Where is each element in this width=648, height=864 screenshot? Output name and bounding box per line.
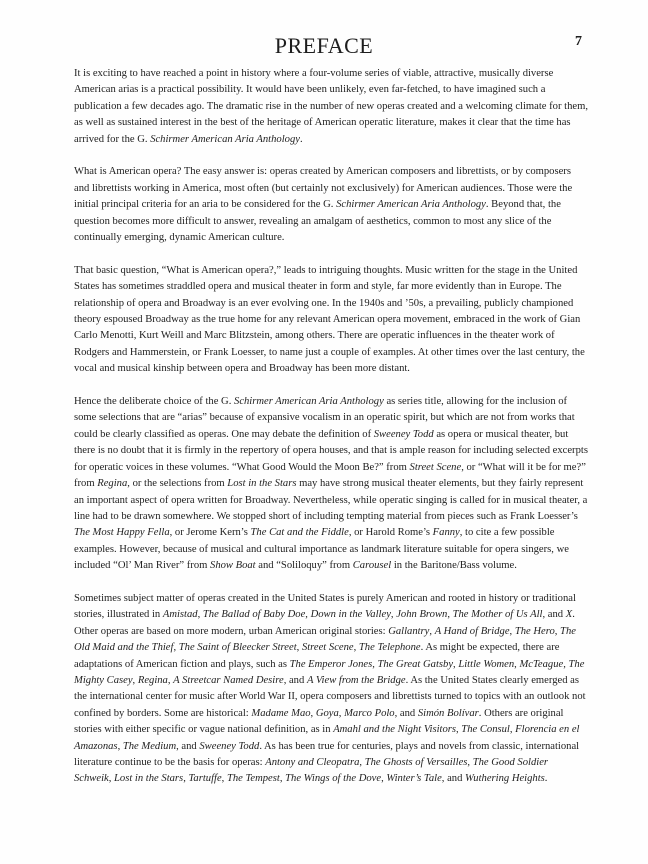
italic-title: Regina <box>97 478 128 490</box>
italic-title: Amistad <box>162 609 198 621</box>
page-number: 7 <box>575 34 582 49</box>
italic-title: The Great Gatsby <box>377 658 454 670</box>
italic-title: The Consul <box>461 724 510 736</box>
italic-title: The Wings of the Dove <box>285 773 382 785</box>
italic-title: The Medium <box>122 740 177 752</box>
italic-title: A Streetcar Named Desire <box>173 674 284 686</box>
italic-title: The Hero <box>514 625 555 637</box>
italic-title: Tartuffe <box>188 773 222 785</box>
italic-title: The Good Soldier Schweik <box>74 757 549 785</box>
italic-title: Gallantry <box>388 625 430 637</box>
italic-title: Simón Bolívar <box>417 707 479 719</box>
italic-title: Goya <box>315 707 339 719</box>
italic-title: Schirmer American Aria Anthology <box>234 396 384 408</box>
page-title: PREFACE <box>274 33 374 58</box>
italic-title: Little Women <box>458 658 515 670</box>
italic-title: The Mighty Casey <box>74 658 585 686</box>
italic-title: Fanny <box>432 527 460 539</box>
italic-title: The Most Happy Fella <box>74 527 170 539</box>
preface-body <box>74 66 588 804</box>
italic-title: The Ghosts of Versailles <box>364 757 468 768</box>
italic-title: Lost in the Stars <box>227 478 297 490</box>
italic-title: Schirmer American Aria Anthology <box>336 199 486 211</box>
italic-title: A View from the Bridge <box>306 674 406 686</box>
italic-title: John Brown <box>396 609 448 621</box>
italic-title: Schirmer American Aria Anthology <box>150 133 300 145</box>
italic-title: Sweeney Todd <box>373 428 434 440</box>
italic-title: X <box>565 609 573 621</box>
italic-title: The Tempest <box>226 773 280 785</box>
italic-title: Show Boat <box>210 560 256 572</box>
italic-title: Down in the Valley <box>310 609 391 621</box>
italic-title: The Saint of Bleecker Street <box>178 642 297 654</box>
italic-title: Madame Mao <box>251 707 311 719</box>
italic-title: McTeague <box>519 658 564 670</box>
paragraph-series-title: Hence the deliberate choice of the G. Schirmer American Aria Anthology as series title, allowing for the inclusion of some selections that are “arias” because of expansive vocalism in an operatic spirit, but which are not from works that could be clearly classified as operas. One may debate the definition of Sweeney Todd as opera or musical theater, but there is no doubt that it is firmly in the repertory of opera houses, and that is ample reason for including selected excerpts for operatic voices in these volumes. “What Good Would the Moon Be?” from Street Scene, or “What will it be for me?” from Regina, or the selections from Lost in the Stars may have strong musical theater elements, but they fairly represent an important aspect of opera written for Broadway. Nevertheless, while operatic singing is called for in musical theater, a line had to be drawn somewhere. We stopped short of including tempting material from pieces such as Frank Loesser’s The Most Happy Fella, or Jerome Kern’s The Cat and the Fiddle, or Harold Rome’s Fanny, to cite a few possible examples. However, because of musical and cultural importance as landmark literature suitable for opera singers, we included “Ol’ Man River” from Show Boat and “Soliloquy” from Carousel in the Baritone/Bass volume. <box>74 396 588 572</box>
italic-title: The Cat and the Fiddle <box>250 527 349 539</box>
italic-title: The Ballad of Baby Doe <box>202 609 306 621</box>
italic-title: The Old Maid and the Thief <box>74 625 576 654</box>
italic-title: The Telephone <box>358 642 421 654</box>
italic-title: Street Scene <box>409 461 462 473</box>
italic-title: Florencia en el Amazonas <box>74 724 580 752</box>
italic-title: Sweeney Todd <box>199 740 260 752</box>
italic-title: A Hand of Bridge <box>434 625 510 637</box>
italic-title: Lost in the Stars <box>114 773 184 785</box>
italic-title: Street Scene <box>301 642 354 654</box>
paragraph-opera-and-broadway: That basic question, “What is American opera?,” leads to intriguing thoughts. Music written for the stage in the United States has sometimes straddled opera and musical theater in form and style, far more evidently than in Europe. The relationship of opera and Broadway is an ever evolving one. In the 1940s and ’50s, a prevailing, publicly championed theory espoused Broadway as the true home for any relevant American opera movement, embraced in the work of Gian Carlo Menotti, Kurt Weill and Marc Blitzstein, among others. There are operatic influences in the theater work of Rodgers and Hammerstein, or Frank Loesser, to name just a couple of examples. At other times over the last century, the vocal and musical kinship between opera and Broadway has been more distant. <box>74 264 585 375</box>
italic-title: Winter’s Tale <box>386 773 442 785</box>
paragraph-subject-matter: Sometimes subject matter of operas created in the United States is purely American and rooted in history or traditional stories, illustrated in Amistad, The Ballad of Baby Doe, Down in the Valley, John Brown, The Mother of Us All, and X. Other operas are based on more modern, urban American original stories: Gallantry, A Hand of Bridge, The Hero, The Old Maid and the Thief, The Saint of Bleecker Street, Street Scene, The Telephone. As might be expected, there are adaptations of American fiction and plays, such as The Emperor Jones, The Great Gatsby, Little Women, McTeague, The Mighty Casey, Regina, A Streetcar Named Desire, and A View from the Bridge. As the United States clearly emerged as the international center for music after World War II, opera composers and librettists turned to topics with an outlook not confined by borders. Some are historical: Madame Mao, Goya, Marco Polo, and Simón Bolívar. Others are original stories with either specific or vague national definition, as in Amahl and the Night Visitors, The Consul, Florencia en el Amazonas, The Medium, and Sweeney Todd. As has been true for centuries, plays and novels from classic, international literature continue to be the basis for operas: Antony and Cleopatra, The Ghosts of Versailles, The Good Soldier Schweik, Lost in the Stars, Tartuffe, The Tempest, The Wings of the Dove, Winter’s Tale, and Wuthering Heights. <box>74 592 586 785</box>
paragraph-what-is-american-opera: What is American opera? The easy answer is: operas created by American composers and librettists, or by composers and librettists working in America, most often (but certainly not exclusively) for American audiences. Those were the initial principal criteria for an aria to be considered for the G. Schirmer American Aria Anthology. Beyond that, the question becomes more difficult to answer, revealing an amalgam of aesthetics, common to most any slice of the continually emerging, dynamic American culture. <box>74 166 573 244</box>
italic-title: The Mother of Us All <box>452 609 543 621</box>
italic-title: Regina <box>137 674 168 686</box>
italic-title: Antony and Cleopatra <box>265 757 360 768</box>
italic-title: The Emperor Jones <box>289 658 373 670</box>
italic-title: Carousel <box>352 560 392 572</box>
italic-title: Amahl and the Night Visitors <box>333 724 456 736</box>
paragraph-intro: It is exciting to have reached a point in history where a four-volume series of viable, attractive, musically diverse American arias is a practical possibility. It would have been unlikely, even far-fetched, to have imagined such a publication a few decades ago. The dramatic rise in the number of new operas created and a welcoming climate for them, as well as sustained interest in the best of the heritage of American operatic literature, makes it clear that the time has arrived for the G. Schirmer American Aria Anthology. <box>74 68 588 145</box>
italic-title: Wuthering Heights <box>465 773 545 785</box>
italic-title: Marco Polo <box>344 707 395 719</box>
